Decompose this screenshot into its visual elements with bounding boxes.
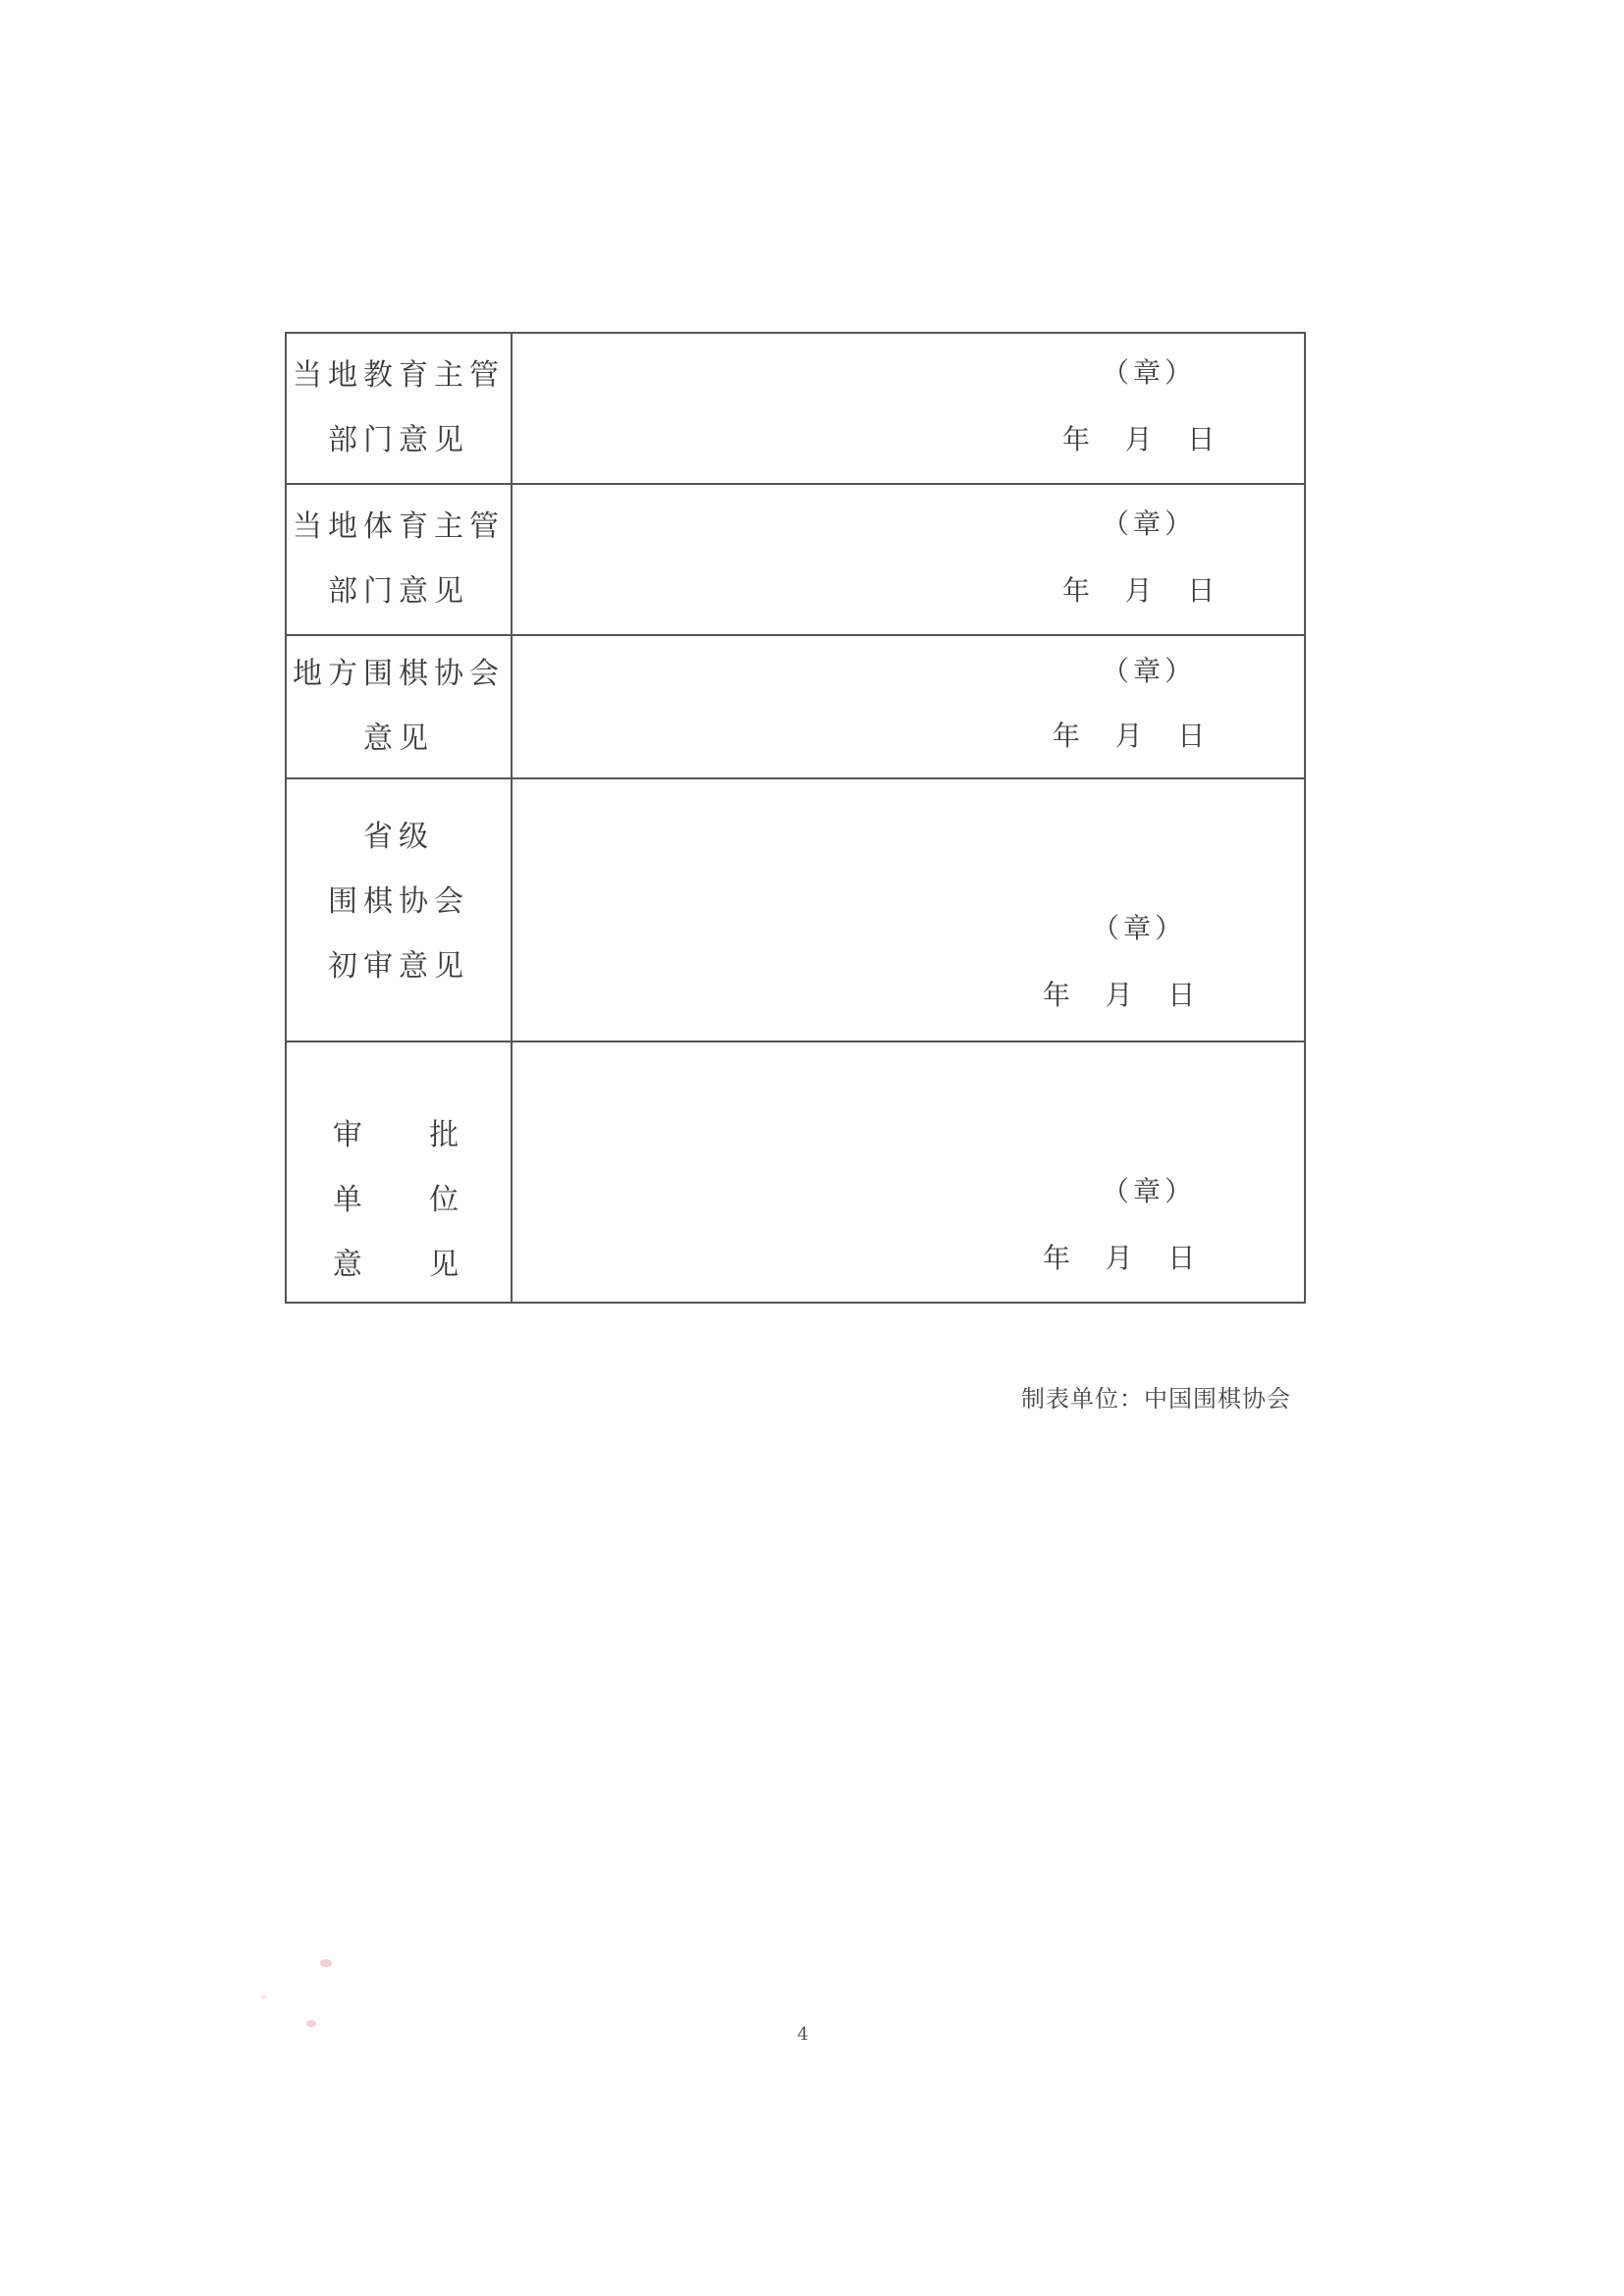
page-number: 4 bbox=[797, 2024, 809, 2045]
scan-stain bbox=[306, 2020, 316, 2027]
date-line: 年 月 日 bbox=[1053, 720, 1206, 752]
table-row bbox=[287, 483, 1304, 634]
seal-mark: （章） bbox=[1102, 1175, 1197, 1207]
seal-mark: （章） bbox=[1102, 507, 1197, 540]
row-label-cell bbox=[287, 636, 513, 777]
opinion-cell bbox=[513, 334, 1304, 483]
row-label-line: 当地体育主管 bbox=[293, 509, 505, 544]
row-label-line: 审 批 bbox=[332, 1118, 465, 1152]
table-row bbox=[287, 1041, 1304, 1302]
seal-mark: （章） bbox=[1092, 912, 1187, 944]
approval-opinion-table bbox=[285, 332, 1306, 1304]
row-label-line: 初审意见 bbox=[328, 949, 469, 984]
opinion-cell bbox=[513, 1042, 1304, 1302]
row-label-line: 地方围棋协会 bbox=[293, 657, 505, 691]
scan-stain bbox=[320, 1959, 332, 1967]
form-issuer-note: 制表单位：中国围棋协会 bbox=[1021, 1385, 1291, 1413]
table-row bbox=[287, 634, 1304, 777]
row-label-line: 意见 bbox=[363, 721, 434, 756]
row-label-line: 单 位 bbox=[332, 1183, 465, 1217]
table-row bbox=[287, 334, 1304, 483]
date-line: 年 月 日 bbox=[1062, 574, 1216, 607]
opinion-cell bbox=[513, 485, 1304, 634]
seal-mark: （章） bbox=[1102, 655, 1197, 687]
row-label-line: 围棋协会 bbox=[328, 884, 469, 919]
date-line: 年 月 日 bbox=[1043, 979, 1196, 1011]
row-label-line: 省级 bbox=[363, 820, 434, 854]
scan-stain bbox=[261, 1995, 266, 2000]
row-label-cell bbox=[287, 779, 513, 1041]
table-row bbox=[287, 777, 1304, 1041]
opinion-cell bbox=[513, 636, 1304, 777]
seal-mark: （章） bbox=[1102, 356, 1197, 389]
row-label-cell bbox=[287, 485, 513, 634]
date-line: 年 月 日 bbox=[1062, 423, 1216, 455]
row-label-cell bbox=[287, 1042, 513, 1302]
row-label-cell bbox=[287, 334, 513, 483]
row-label-line: 当地教育主管 bbox=[293, 358, 505, 393]
row-label-line: 部门意见 bbox=[328, 423, 469, 457]
opinion-cell bbox=[513, 779, 1304, 1041]
row-label-line: 部门意见 bbox=[328, 574, 469, 609]
date-line: 年 月 日 bbox=[1043, 1242, 1196, 1274]
row-label-line: 意 见 bbox=[332, 1248, 465, 1282]
